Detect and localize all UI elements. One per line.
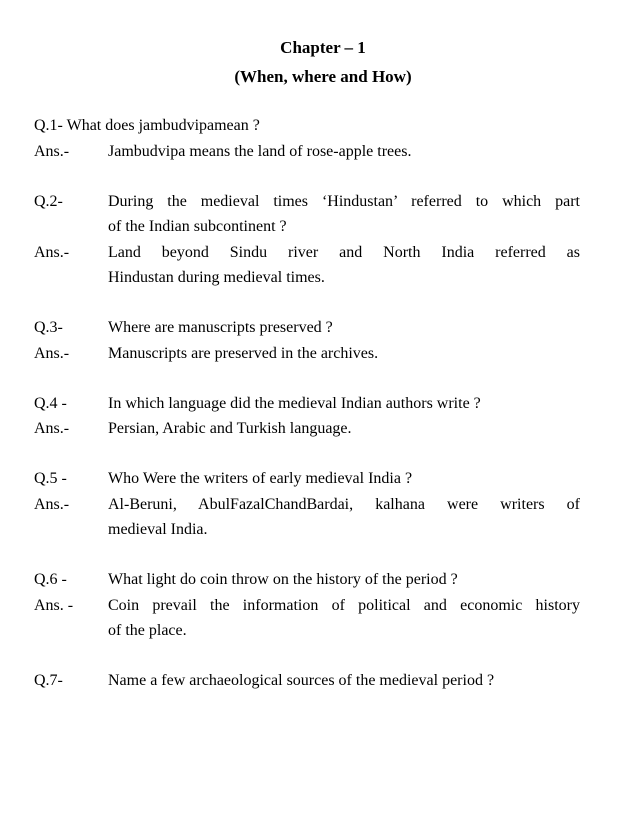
answer-6-line-1: Coin prevail the information of political and economic history — [108, 596, 580, 614]
answer-1-text: Jambudvipa means the land of rose-apple trees. — [108, 142, 412, 160]
question-1-text: Q.1- What does jambudvipamean ? — [34, 117, 260, 134]
answer-5-line-2: medieval India. — [108, 521, 208, 538]
chapter-title: Chapter – 1 — [280, 38, 366, 57]
spacer — [34, 164, 580, 189]
answer-6-label: Ans. - — [34, 596, 74, 614]
question-2-cont — [34, 214, 580, 240]
spacer — [34, 644, 580, 669]
question-2-line-2: of the Indian subcontinent ? — [108, 218, 287, 235]
answer-6-line-2: of the place. — [108, 622, 187, 639]
question-7-label: Q.7- — [34, 672, 63, 689]
question-4-text: In which language did the medieval Indian authors write ? — [108, 394, 481, 412]
question-3-label: Q.3- — [34, 319, 63, 336]
question-2-label: Q.2- — [34, 192, 63, 210]
answer-1-label: Ans.- — [34, 142, 70, 160]
answer-2 — [34, 240, 580, 266]
spacer — [34, 366, 580, 391]
question-2-line-1: During the medieval times ‘Hindustan’ referred to which part — [108, 192, 580, 210]
question-7-text: Name a few archaeological sources of the medieval period ? — [108, 672, 495, 689]
question-3-text: Where are manuscripts preserved ? — [108, 319, 333, 336]
question-4 — [34, 391, 580, 417]
answer-1 — [34, 139, 580, 165]
answer-3 — [34, 341, 580, 367]
answer-4 — [34, 416, 580, 442]
chapter-subtitle: (When, where and How) — [234, 67, 412, 86]
qa-list — [34, 113, 580, 694]
answer-5-label: Ans.- — [34, 495, 70, 513]
answer-4-text: Persian, Arabic and Turkish language. — [108, 420, 352, 437]
answer-2-label: Ans.- — [34, 243, 70, 261]
question-5-text: Who Were the writers of early medieval India ? — [108, 470, 413, 487]
question-7 — [34, 668, 580, 694]
answer-6-cont — [34, 618, 580, 644]
answer-5 — [34, 492, 580, 518]
question-3 — [34, 315, 580, 341]
answer-2-cont — [34, 265, 580, 291]
answer-2-line-1: Land beyond Sindu river and North India referred as — [108, 243, 580, 261]
answer-4-label: Ans.- — [34, 420, 70, 437]
question-4-label: Q.4 - — [34, 394, 67, 412]
spacer — [34, 291, 580, 316]
question-6-text: What light do coin throw on the history of the period ? — [108, 571, 458, 588]
question-1 — [34, 113, 580, 139]
answer-3-text: Manuscripts are preserved in the archives. — [108, 344, 379, 362]
question-2 — [34, 189, 580, 215]
question-6-label: Q.6 - — [34, 571, 67, 588]
answer-3-label: Ans.- — [34, 344, 70, 362]
spacer — [34, 442, 580, 467]
question-5-label: Q.5 - — [34, 470, 67, 487]
question-6 — [34, 567, 580, 593]
answer-6 — [34, 593, 580, 619]
question-5 — [34, 466, 580, 492]
spacer — [34, 543, 580, 568]
answer-5-cont — [34, 517, 580, 543]
answer-2-line-2: Hindustan during medieval times. — [108, 269, 325, 286]
answer-5-line-1: Al-Beruni, AbulFazalChandBardai, kalhana were writers of — [108, 495, 580, 513]
